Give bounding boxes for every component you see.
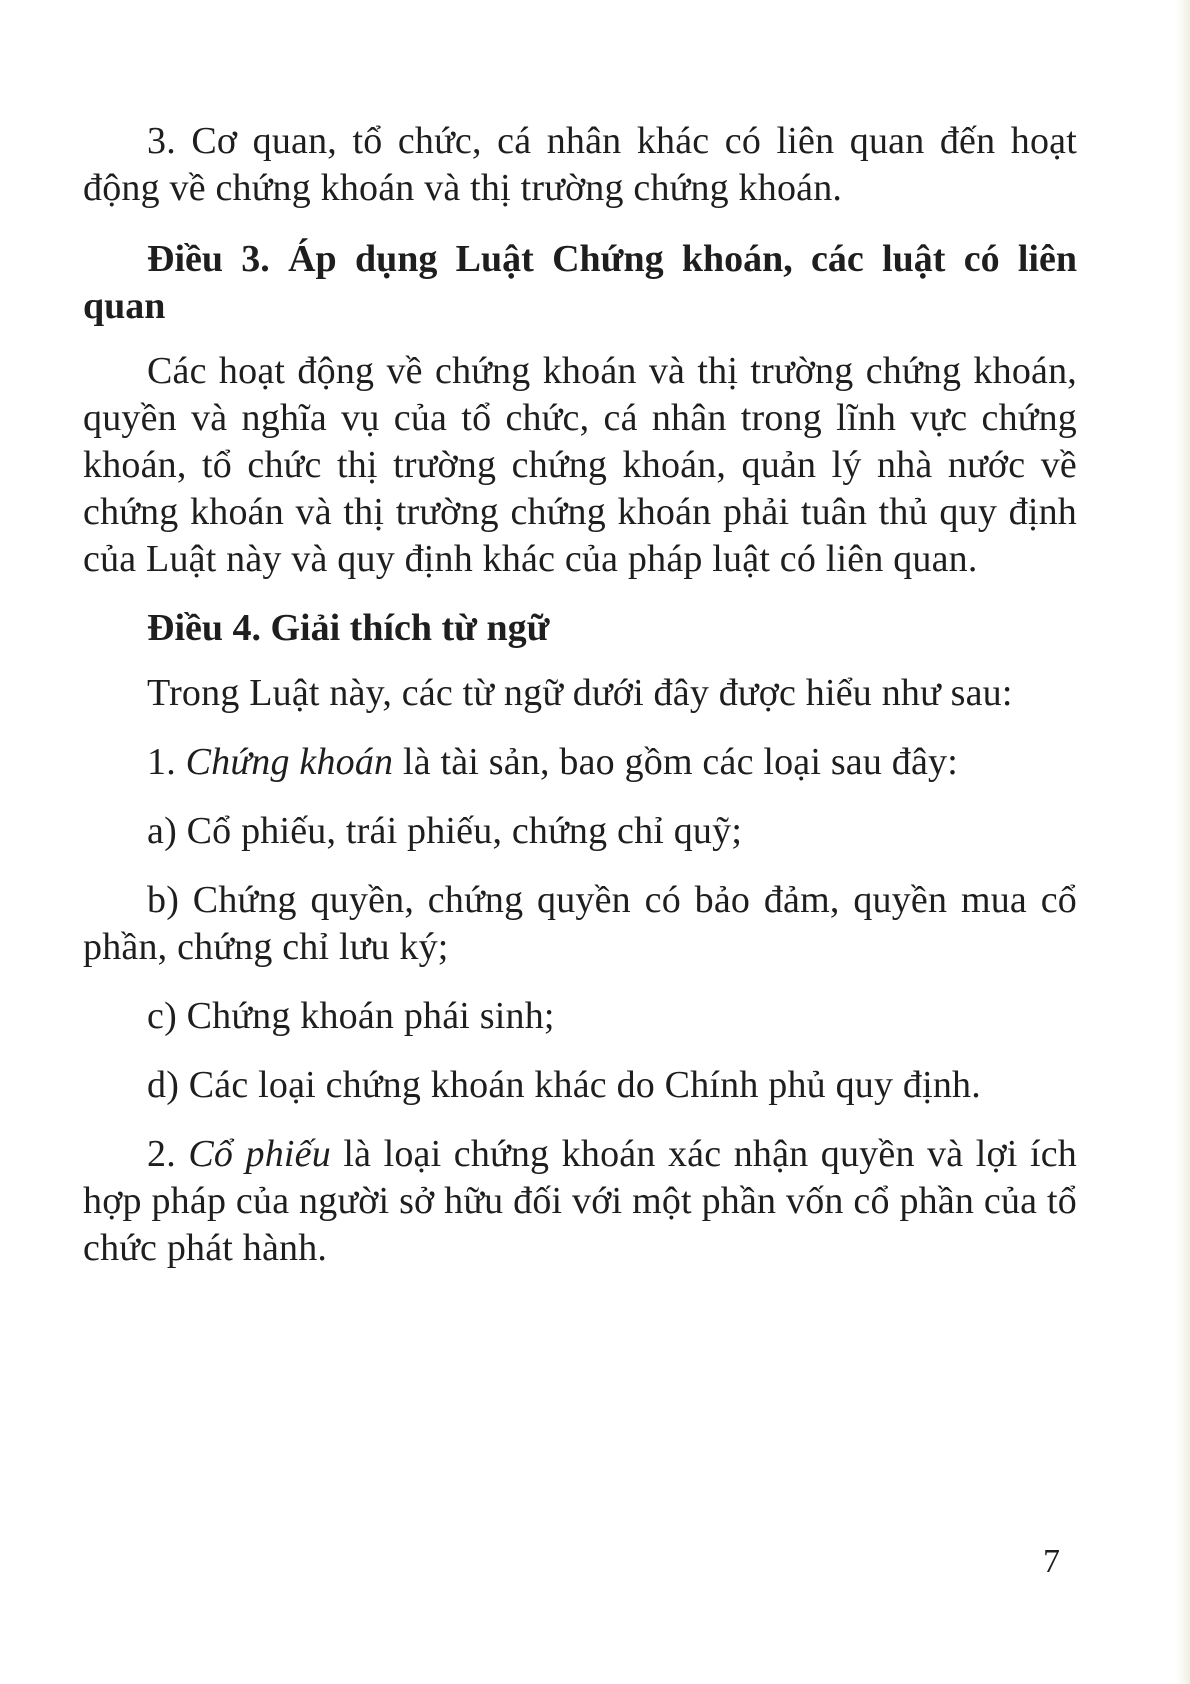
article-3-body: Các hoạt động về chứng khoán và thị trường chứng khoán, quyền và nghĩa vụ của tổ chức, cá nhân trong lĩnh vực chứng khoán, tổ chức thị trường chứng khoán, quản lý nhà nước về chứng khoán và thị trường chứng khoán phải tuân thủ quy định của Luật này và quy định khác của pháp luật có liên quan.: [83, 350, 1077, 580]
definition-1: [83, 739, 1077, 786]
definition-2: [83, 1131, 1077, 1272]
article-4-intro: Trong Luật này, các từ ngữ dưới đây được hiểu như sau:: [147, 672, 1013, 714]
definition-1-item-d: d) Các loại chứng khoán khác do Chính phủ quy định.: [147, 1064, 981, 1106]
definition-1-term: Chứng khoán: [185, 741, 394, 783]
definition-2-number: 2.: [147, 1133, 176, 1175]
definition-2-text: là loại chứng khoán xác nhận quyền và lợi ích hợp pháp của người sở hữu đối với một phần vốn cổ phần của tổ chức phát hành.: [83, 1133, 1077, 1269]
definition-1-text: là tài sản, bao gồm các loại sau đây:: [402, 741, 958, 783]
page-edge-shadow: [1176, 0, 1190, 1684]
definition-1-number: 1.: [147, 741, 176, 783]
definition-2-term: Cổ phiếu: [188, 1133, 331, 1175]
article-4-heading: Điều 4. Giải thích từ ngữ: [147, 607, 550, 649]
page-number: 7: [1043, 1543, 1060, 1580]
page-content: [83, 118, 1077, 1272]
definition-1-item-b: b) Chứng quyền, chứng quyền có bảo đảm, quyền mua cổ phần, chứng chỉ lưu ký;: [83, 879, 1077, 968]
definition-1-item-c: c) Chứng khoán phái sinh;: [147, 995, 555, 1037]
article-3-heading: Điều 3. Áp dụng Luật Chứng khoán, các luật có liên quan: [83, 238, 1077, 327]
clause-item-3: 3. Cơ quan, tổ chức, cá nhân khác có liên quan đến hoạt động về chứng khoán và thị trường chứng khoán.: [83, 120, 1077, 209]
definition-1-item-a: a) Cổ phiếu, trái phiếu, chứng chỉ quỹ;: [147, 810, 743, 852]
